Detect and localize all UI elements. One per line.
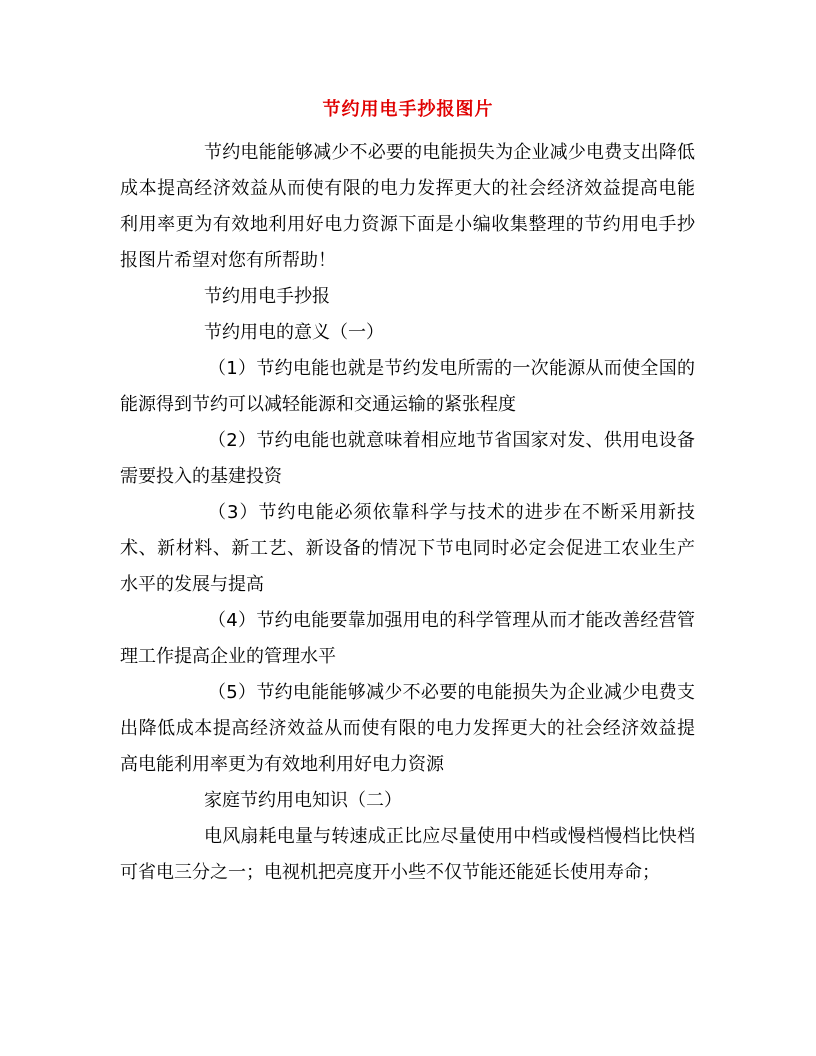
section-heading: 节约用电的意义（一） xyxy=(204,322,384,343)
list-item: （5）节约电能能够减少不必要的电能损失为企业减少电费支出降低成本提高经济效益从而使有限的电力发挥更大的社会经济效益提高电能利用率更为有效地利用好电力资源 xyxy=(120,682,695,775)
list-item: （4）节约电能要靠加强用电的科学管理从而才能改善经营管理工作提高企业的管理水平 xyxy=(120,610,695,667)
section-heading: 节约用电手抄报 xyxy=(204,286,330,307)
list-item: （2）节约电能也就意味着相应地节省国家对发、供用电设备需要投入的基建投资 xyxy=(120,430,695,487)
list-item: （3）节约电能必须依靠科学与技术的进步在不断采用新技术、新材料、新工艺、新设备的情况下节电同时必定会促进工农业生产水平的发展与提高 xyxy=(120,502,695,595)
document-title: 节约用电手抄报图片 xyxy=(322,99,494,120)
body-paragraph: 电风扇耗电量与转速成正比应尽量使用中档或慢档慢档比快档可省电三分之一；电视机把亮度开小些不仅节能还能延长使用寿命； xyxy=(120,826,695,883)
list-item: （1）节约电能也就是节约发电所需的一次能源从而使全国的能源得到节约可以减轻能源和交通运输的紧张程度 xyxy=(120,358,695,415)
intro-paragraph: 节约电能能够减少不必要的电能损失为企业减少电费支出降低成本提高经济效益从而使有限的电力发挥更大的社会经济效益提高电能利用率更为有效地利用好电力资源下面是小编收集整理的节约用电手抄报图片希望对您有所帮助！ xyxy=(120,142,695,271)
document-body xyxy=(120,135,695,891)
section-heading: 家庭节约用电知识（二） xyxy=(204,790,402,811)
